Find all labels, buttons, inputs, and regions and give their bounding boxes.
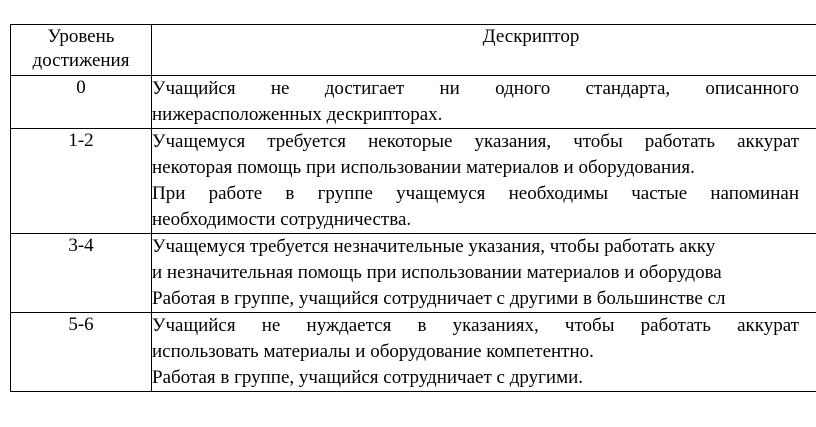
assessment-rubric-table bbox=[10, 24, 816, 392]
table-row bbox=[11, 76, 816, 129]
descriptor-cell bbox=[152, 129, 816, 234]
level-cell: 0 bbox=[11, 76, 152, 129]
descriptor-line: Работая в группе, учащийся сотрудничает с другими в большинстве сл bbox=[152, 288, 726, 309]
level-cell: 3-4 bbox=[11, 234, 152, 313]
table-row bbox=[11, 129, 816, 234]
descriptor-line: Учащийся не нуждается в указаниях, чтобы работать аккурат bbox=[152, 315, 799, 336]
level-cell: 1-2 bbox=[11, 129, 152, 234]
level-cell: 5-6 bbox=[11, 313, 152, 392]
descriptor-cell bbox=[152, 234, 816, 313]
descriptor-line: Учащемуся требуется некоторые указания, чтобы работать аккурат bbox=[152, 131, 799, 152]
level-header-line: Уровень bbox=[47, 26, 115, 47]
descriptor-line: нижерасположенных дескрипторах. bbox=[152, 104, 443, 125]
descriptor-cell bbox=[152, 76, 816, 129]
table-row bbox=[11, 313, 816, 392]
table-header-row bbox=[11, 25, 816, 76]
descriptor-line: Учащийся не достигает ни одного стандарта, описанного bbox=[152, 78, 799, 99]
table-row bbox=[11, 234, 816, 313]
level-column-header bbox=[11, 25, 152, 76]
descriptor-line: При работе в группе учащемуся необходимы частые напоминан bbox=[152, 183, 799, 204]
descriptor-line: необходимости сотрудничества. bbox=[152, 209, 412, 230]
level-header-line: достижения bbox=[32, 50, 130, 71]
descriptor-column-header: Дескриптор bbox=[152, 25, 816, 76]
descriptor-line: некоторая помощь при использовании материалов и оборудования. bbox=[152, 157, 695, 178]
descriptor-line: Работая в группе, учащийся сотрудничает с другими. bbox=[152, 367, 584, 388]
descriptor-line: Учащемуся требуется незначительные указания, чтобы работать акку bbox=[152, 236, 716, 257]
descriptor-line: использовать материалы и оборудование компетентно. bbox=[152, 341, 594, 362]
descriptor-line: и незначительная помощь при использовании материалов и оборудова bbox=[152, 262, 722, 283]
descriptor-cell bbox=[152, 313, 816, 392]
